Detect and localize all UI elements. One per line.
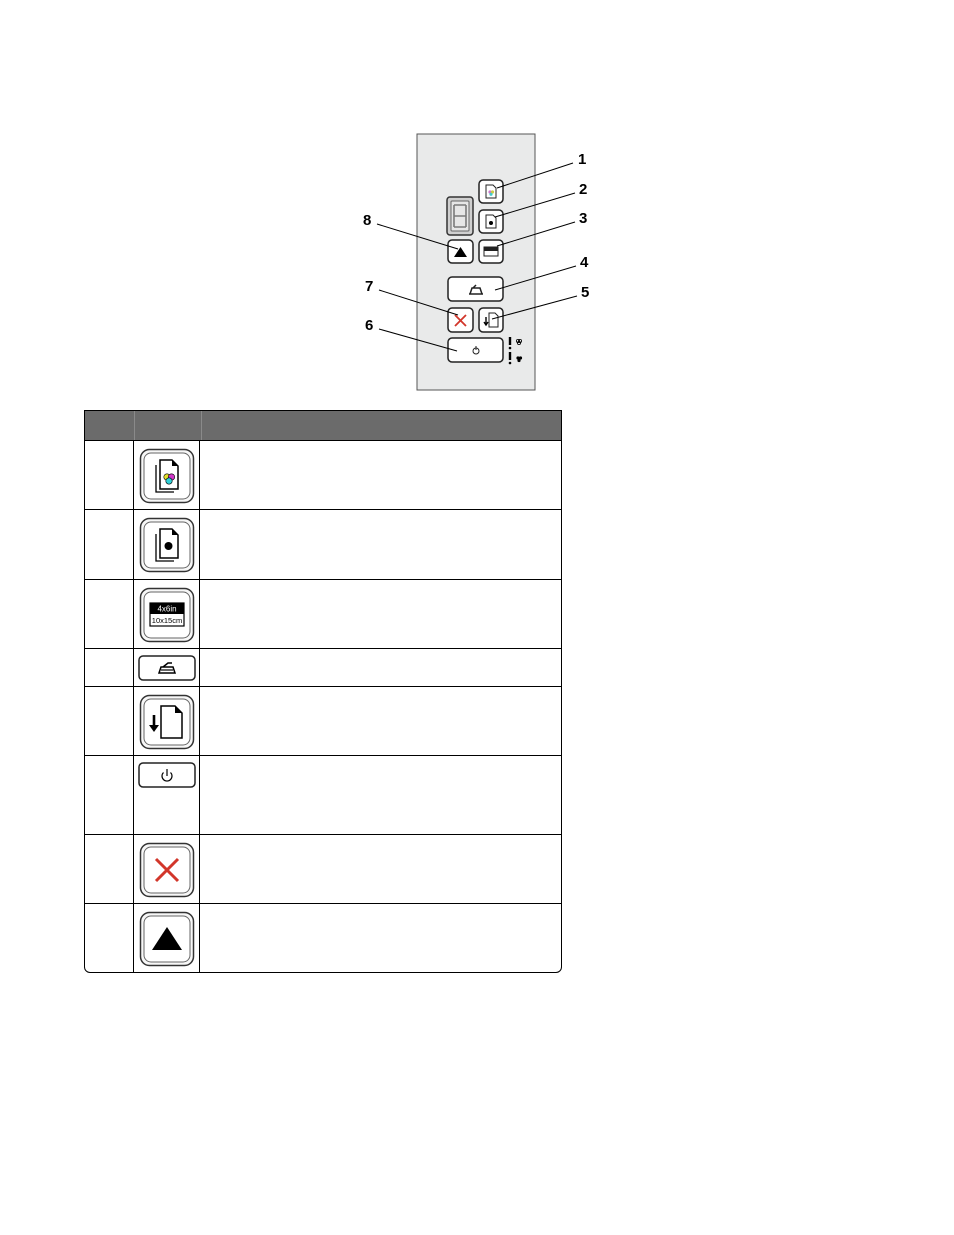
- panel-cancel-button[interactable]: [448, 308, 473, 332]
- panel-scan-button[interactable]: [448, 277, 503, 301]
- table-row: [85, 440, 561, 509]
- table-row: [85, 509, 561, 579]
- header-cell-icon: [135, 411, 202, 440]
- table-row: [85, 686, 561, 755]
- photo-size-icon: [139, 587, 195, 643]
- table-row: [85, 648, 561, 686]
- table-row: [85, 579, 561, 648]
- header-cell-description: [202, 411, 561, 440]
- row-description-cell: [200, 904, 561, 972]
- power-icon: [138, 762, 196, 788]
- photo-size-label-cm: 10x15cm: [151, 616, 183, 625]
- row-number-cell: [85, 904, 134, 972]
- control-panel-illustration: [0, 0, 954, 400]
- callout-3: 3: [579, 210, 588, 227]
- callout-6: 6: [365, 317, 374, 334]
- panel-black-copy-button[interactable]: [479, 210, 503, 233]
- row-description-cell: [200, 649, 561, 686]
- row-description-cell: [200, 756, 561, 834]
- callout-7: 7: [365, 278, 374, 295]
- row-number-cell: [85, 756, 134, 834]
- row-description-cell: [200, 441, 561, 509]
- callout-5: 5: [581, 284, 590, 301]
- paper-feed-icon: [139, 694, 195, 750]
- arrow-up-icon: [139, 911, 195, 967]
- row-number-cell: [85, 649, 134, 686]
- row-number-cell: [85, 687, 134, 755]
- panel-color-copy-button[interactable]: [479, 180, 503, 203]
- table-row: [85, 903, 561, 972]
- black-copy-icon: [139, 517, 195, 573]
- header-cell-number: [85, 411, 135, 440]
- panel-paper-feed-button[interactable]: [479, 308, 503, 332]
- color-copy-icon: [139, 448, 195, 504]
- callout-8: 8: [363, 212, 372, 229]
- row-number-cell: [85, 580, 134, 648]
- digit-display: [447, 197, 473, 235]
- control-panel-diagram: [0, 0, 954, 400]
- row-description-cell: [200, 835, 561, 903]
- panel-photo-size-button[interactable]: [479, 240, 503, 263]
- panel-power-button[interactable]: [448, 338, 503, 362]
- row-number-cell: [85, 510, 134, 579]
- cancel-icon: [139, 842, 195, 898]
- row-number-cell: [85, 835, 134, 903]
- table-row: [85, 834, 561, 903]
- row-description-cell: [200, 510, 561, 579]
- legend-table: [84, 410, 562, 973]
- table-row: [85, 755, 561, 834]
- callout-1: 1: [578, 151, 587, 168]
- row-number-cell: [85, 441, 134, 509]
- table-header: [85, 411, 561, 440]
- panel-arrow-button[interactable]: [448, 240, 473, 263]
- photo-size-label-inches: 4x6in: [157, 604, 177, 614]
- row-description-cell: [200, 687, 561, 755]
- scan-icon: [138, 655, 196, 681]
- row-description-cell: [200, 580, 561, 648]
- callout-2: 2: [579, 181, 588, 198]
- callout-4: 4: [580, 254, 589, 271]
